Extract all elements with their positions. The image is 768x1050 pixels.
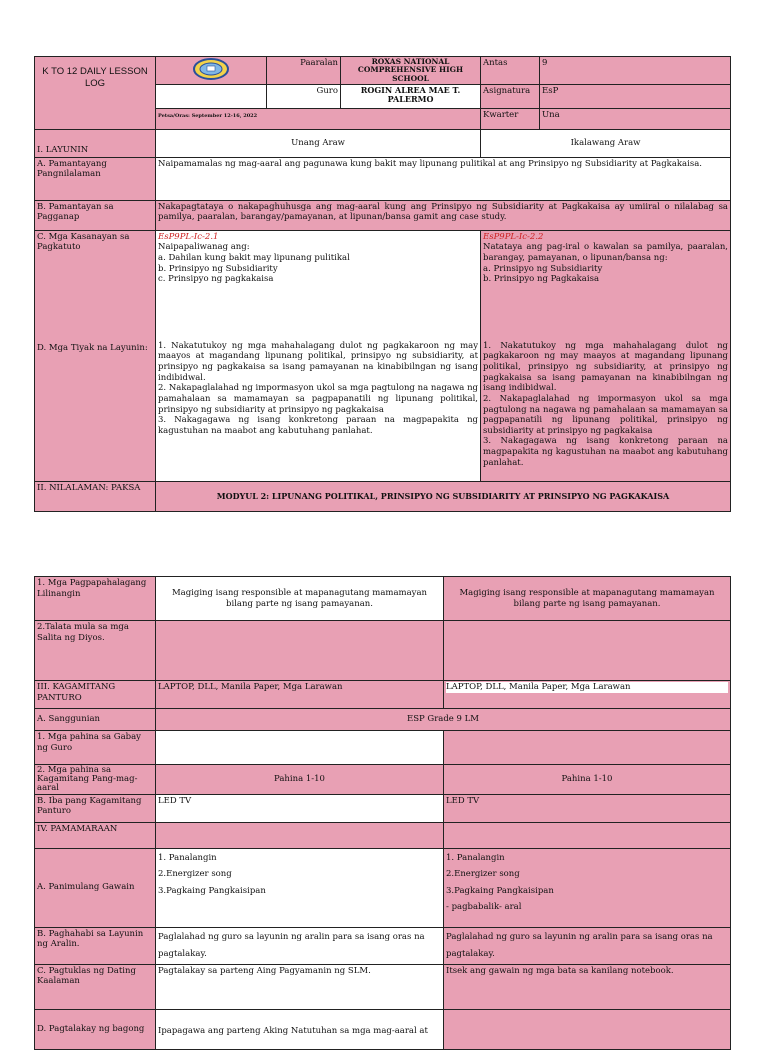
tiyak-na-layunin-label: D. Mga Tiyak na Layunin:: [37, 342, 148, 353]
asignatura-label: Asignatura: [483, 85, 531, 96]
panimula-label: A. Panimulang Gawain: [37, 882, 135, 893]
kagamitan-day2-cell: [444, 681, 731, 709]
panimula-day2-line: 1. Panalangin: [446, 852, 505, 863]
pamamaraan-day2-cell: [444, 822, 731, 848]
panimula-label-cell: [35, 848, 156, 927]
kasanayan-day2-line: Natataya ang pag-iral o kawalan sa pamilya, paaralan, barangay, pamayanan, o lipunan/bansa ng:: [483, 242, 728, 263]
pamamaraan-label: IV. PAMAMARAAN: [37, 823, 118, 834]
pamantayang-pangnilalaman-label: A. Pamantayang Pangnilalaman: [37, 158, 107, 180]
paghahabi-day2-text: Paglalahad ng guro sa layunin ng aralin para sa isang oras na pagtalakay.: [446, 931, 713, 959]
pagtalakay-day1-text: Ipapagawa ang parteng Aking Natutuhan sa mga mag-aaral at: [158, 1025, 428, 1036]
gabay-label-cell: [35, 731, 156, 765]
nilalaman-text-cell: [156, 481, 731, 511]
kasanayan-day1-code: EsP9PL-Ic-2.1: [158, 231, 219, 242]
pamantayan-pagganap-label-cell: [35, 200, 156, 230]
sanggunian-text: ESP Grade 9 LM: [406, 714, 479, 725]
tiyak-day1-line: 1. Nakatutukoy ng mga mahahalagang dulot ng pagkakaroon ng may maayos at magandang lipunang politikal, prinsipyo ng subsidiarity, at prinsipyo ng pagkakaisa sa isang pamayanan na kinabibilngan ng isang indibidwal.: [158, 340, 478, 383]
kagamitan-day1-text: LAPTOP, DLL, Manila Paper, Mga Larawan: [158, 682, 343, 692]
lesson-log-table-2: [34, 576, 731, 1050]
pagtalakay-label: D. Pagtalakay ng bagong: [37, 1023, 145, 1034]
kag-pahina-label-cell: [35, 765, 156, 795]
nilalaman-text: MODYUL 2: LIPUNANG POLITIKAL, PRINSIPYO NG SUBSIDIARITY AT PRINSIPYO NG PAGKAKAISA: [216, 491, 670, 502]
antas-label-cell: [481, 57, 540, 85]
kag-pahina-day2-text: Pahina 1-10: [561, 774, 613, 785]
paghahabi-day1-cell: [156, 927, 444, 964]
kasanayan-day2-code: EsP9PL-Ic-2.2: [483, 231, 544, 242]
school-logo-cell: [156, 57, 267, 85]
sanggunian-label-cell: [35, 709, 156, 731]
talata-day2-cell: [444, 621, 731, 681]
antas-label: Antas: [483, 58, 508, 68]
pagpapahalaga-day1-cell: [156, 577, 444, 621]
sanggunian-label: A. Sanggunian: [37, 714, 100, 725]
kagamitan-label-cell: [35, 681, 156, 709]
tiyak-day2-line: 2. Nakapaglalahad ng impormasyon ukol sa mga pagtulong na nagawa ng pamahalaan sa mamamayan sa pagpapanatili ng lipunang politikal, prinsipyo ng subsidiarity at prinsipyo ng pagkakaisa: [483, 393, 728, 436]
kasanayan-day1-line: b. Prinsipyo ng Subsidiarity: [158, 263, 278, 274]
iba-day2-cell: [444, 794, 731, 822]
paaralan-label: Paaralan: [300, 58, 338, 68]
pamantayang-pangnilalaman-text-cell: [156, 157, 731, 200]
panimula-day2-cell: [444, 848, 731, 927]
paaralan-value: ROXAS NATIONAL COMPREHENSIVE HIGH SCHOOL: [357, 57, 464, 83]
paaralan-label-cell: [267, 57, 341, 85]
guro-label-cell: [267, 84, 341, 108]
asignatura-label-cell: [481, 84, 540, 108]
pamantayang-pangnilalaman-text: Naipamamalas ng mag-aaral ang pagunawa kung bakit may lipunang pulitikal at ang Prinsipyo ng Subsidiarity at Pagkakaisa.: [158, 158, 702, 169]
kagamitan-label: III. KAGAMITANG PANTURO: [37, 682, 116, 703]
pamamaraan-day1-cell: [156, 822, 444, 848]
lesson-log-table-1: [34, 56, 731, 512]
paghahabi-label-cell: [35, 927, 156, 964]
pagtalakay-day1-cell: [156, 1009, 444, 1049]
talata-label: 2.Talata mula sa mga Salita ng Diyos.: [37, 622, 129, 643]
guro-value: ROGIN ALREA MAE T. PALERMO: [360, 84, 461, 104]
tiyak-day1-line: 2. Nakapaglalahad ng impormasyon ukol sa mga pagtulong na nagawa ng pamahalaan sa mamamayan sa pagpapanatili ng lipunang politikal, prinsipyo ng subsidiarity at prinsipyo ng pagkakaisa: [158, 383, 478, 415]
unang-araw-heading: Unang Araw: [291, 137, 345, 148]
kag-pahina-day2-cell: [444, 765, 731, 795]
iba-day1-text: LED TV: [158, 795, 192, 806]
pagtuklas-label: C. Pagtuklas ng Dating Kaalaman: [37, 965, 136, 987]
layunin-heading-cell: [35, 129, 156, 157]
iba-label-cell: [35, 794, 156, 822]
pagpapahalaga-label: 1. Mga Pagpapahalagang Lilinangin: [37, 578, 147, 599]
iba-label: B. Iba pang Kagamitang Panturo: [37, 795, 142, 817]
paaralan-value-cell: [341, 57, 481, 85]
nilalaman-label: II. NILALAMAN: PAKSA: [37, 482, 141, 493]
kasanayan-day2-line: b. Prinsipyo ng Pagkakaisa: [483, 274, 600, 285]
tiyak-day2-line: 1. Nakatutukoy ng mga mahahalagang dulot ng pagkakaroon ng may maayos at magandang lipunang politikal, prinsipyo ng subsidiarity, at prinsipyo ng pagkakaisa sa isang pamayanan na kinabibilngan ng isang indibidwal.: [483, 340, 728, 394]
tiyak-day2-block: [483, 341, 728, 469]
talata-day1-cell: [156, 621, 444, 681]
unang-araw-cell: [156, 129, 481, 157]
pagtalakay-day2-cell: [444, 1009, 731, 1049]
kasanayan-day1-cell: [156, 230, 481, 481]
tiyak-day1-line: 3. Nakagagawa ng isang konkretong paraan na magpapakita ng kagustuhan na maabot ang kabutuhang panlahat.: [158, 415, 478, 436]
pagpapahalaga-day2-cell: [444, 577, 731, 621]
asignatura-value-cell: [540, 84, 731, 108]
panimula-day2-line: - pagbabalik- aral: [446, 902, 522, 913]
gabay-label: 1. Mga pahina sa Gabay ng Guro: [37, 732, 141, 753]
iba-day2-text: LED TV: [446, 795, 480, 806]
panimula-day1-cell: [156, 848, 444, 927]
antas-value: 9: [542, 58, 548, 68]
kasanayan-tiyak-label-cell: [35, 230, 156, 481]
kagamitan-day1-cell: [156, 681, 444, 709]
petsa-cell: [156, 108, 481, 129]
panimula-day2-line: 3.Pagkaing Pangkaisipan: [446, 885, 554, 896]
sanggunian-text-cell: [156, 709, 731, 731]
gabay-day2-cell: [444, 731, 731, 765]
antas-value-cell: [540, 57, 731, 85]
kwarter-value: Una: [542, 109, 560, 120]
kwarter-label-cell: [481, 108, 540, 129]
kag-pahina-day1-cell: [156, 765, 444, 795]
nilalaman-label-cell: [35, 481, 156, 511]
pagtalakay-label-cell: [35, 1009, 156, 1049]
pagtuklas-day1-cell: [156, 964, 444, 1009]
kwarter-label: Kwarter: [483, 109, 519, 120]
gabay-day1-cell: [156, 731, 444, 765]
kasanayan-day1-line: Naipapaliwanag ang:: [158, 242, 250, 253]
school-seal-icon: [191, 58, 231, 80]
pamantayan-pagganap-text-cell: [156, 200, 731, 230]
panimula-day1-line: 1. Panalangin: [158, 852, 217, 863]
pagtuklas-label-cell: [35, 964, 156, 1009]
panimula-day1-line: 3.Pagkaing Pangkaisipan: [158, 885, 266, 896]
petsa-value: Petsa/Oras: September 12-16, 2022: [158, 112, 258, 119]
pamantayang-pangnilalaman-label-cell: [35, 157, 156, 200]
ikalawang-araw-heading: Ikalawang Araw: [570, 137, 641, 148]
pamantayan-pagganap-label: B. Pamantayan sa Pagganap: [37, 201, 114, 223]
kwarter-value-cell: [540, 108, 731, 129]
talata-label-cell: [35, 621, 156, 681]
kag-pahina-day1-text: Pahina 1-10: [274, 774, 325, 785]
kasanayan-label: C. Mga Kasanayan sa Pagkatuto: [37, 231, 130, 253]
asignatura-value: EsP: [542, 85, 559, 96]
pagpapahalaga-day1-text: Magiging isang responsible at mapanagutang mamamayan bilang parte ng isang pamayanan.: [171, 587, 428, 609]
kagamitan-day2-text: LAPTOP, DLL, Manila Paper, Mga Larawan: [446, 682, 728, 693]
pagpapahalaga-label-cell: [35, 577, 156, 621]
pagtuklas-day2-text: Itsek ang gawain ng mga bata sa kanilang notebook.: [446, 965, 674, 976]
dll-title: K TO 12 DAILY LESSON LOG: [42, 66, 148, 89]
layunin-heading: I. LAYUNIN: [37, 145, 89, 156]
tiyak-day1-block: [158, 341, 478, 437]
pagpapahalaga-day2-text: Magiging isang responsible at mapanagutang mamamayan bilang parte ng isang pamayanan.: [459, 587, 715, 609]
kasanayan-day1-line: c. Prinsipyo ng pagkakaisa: [158, 274, 274, 285]
pagtuklas-day2-cell: [444, 964, 731, 1009]
pamantayan-pagganap-text: Nakapagtataya o nakapaghuhusga ang mag-aaral kung ang Prinsipyo ng Subsidiarity at Pagkakaisa ay umiiral o nilalabag sa pamilya, paaralan, barangay/pamayanan, at lipunan/bansa gamit ang case study.: [158, 201, 728, 223]
panimula-day2-line: 2.Energizer song: [446, 869, 520, 880]
guro-value-cell: [341, 84, 481, 108]
kasanayan-day1-line: a. Dahilan kung bakit may lipunang pulitikal: [158, 253, 350, 263]
blank-guro-cell: [156, 84, 267, 108]
kasanayan-day2-line: a. Prinsipyo ng Subsidiarity: [483, 263, 603, 274]
paghahabi-day1-text: Paglalahad ng guro sa layunin ng aralin para sa isang oras na pagtalakay.: [158, 931, 425, 959]
kag-pahina-label: 2. Mga pahina sa Kagamitang Pang-mag-aaral: [37, 765, 138, 793]
guro-label: Guro: [316, 85, 338, 96]
kasanayan-day2-cell: [481, 230, 731, 481]
paghahabi-day2-cell: [444, 927, 731, 964]
ikalawang-araw-cell: [481, 129, 731, 157]
paghahabi-label: B. Paghahabi sa Layunin ng Aralin.: [37, 928, 144, 950]
pamamaraan-label-cell: [35, 822, 156, 848]
pagtuklas-day1-text: Pagtalakay sa parteng Aing Pagyamanin ng SLM.: [158, 965, 371, 976]
dll-title-cell: [35, 57, 156, 130]
panimula-day1-line: 2.Energizer song: [158, 869, 232, 880]
tiyak-day2-line: 3. Nakagagawa ng isang konkretong paraan na magpapakita ng kagustuhan na maabot ang kabutuhang panlahat.: [483, 436, 728, 468]
iba-day1-cell: [156, 794, 444, 822]
